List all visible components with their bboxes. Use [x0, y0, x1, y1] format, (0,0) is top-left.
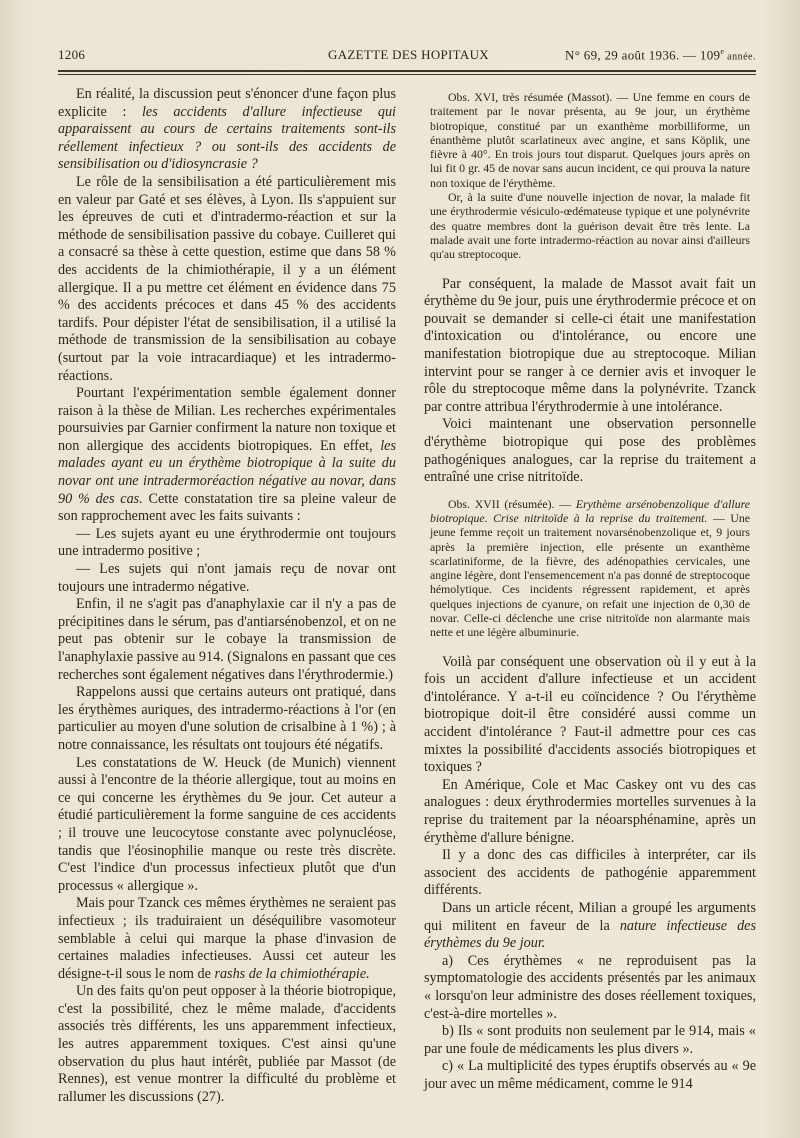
- italic-run: les accidents d'allure infectieuse qui apparaissent au cours de certains traitements sont-ils réellement infectieux ? ou sont-ils des accidents de sensibilisation ou d'idiosyncrasie ?: [58, 103, 396, 173]
- paragraph: Enfin, il ne s'agit pas d'anaphylaxie car il n'y a pas de précipitines dans le sérum, pas d'antiarsénobenzol, et on ne peut pas obtenir sur le cobaye la transmission de l'anaphylaxie passive au 914. (Signalons en passant que ces recherches sont également négatives dans l'érythrodermie.): [58, 596, 396, 683]
- paragraph: Le rôle de la sensibilisation a été particulièrement mis en valeur par Gaté et ses élèves, à Lyon. Ils s'appuient sur les épreuves de cuti et d'intradermo-réaction et sur la méthode de sensibilisation passive du cobaye. Cuilleret qui a consacré sa thèse à cette question, estime que dans 58 % des accidents de la chimiothérapie, il y a un élément allergique. Il a pu mettre cet élément en évidence dans 75 % des accidents précoces et dans 45 % des accidents tardifs. Pour dépister l'état de sensibilisation, il a utilisé la méthode de transmission de la sensibilisation au cobaye (surtout par la voie intracardiaque) et les intradermo-réactions.: [58, 173, 396, 384]
- observation-16: [430, 90, 750, 262]
- list-item: c) « La multiplicité des types éruptifs observés au « 9e jour avec un même médicament, comme le 914: [424, 1058, 756, 1092]
- text-run: En réalité, la discussion peut s'énoncer d'une façon plus explicite :: [58, 86, 396, 120]
- italic-run: nature infectieuse des érythèmes du 9e jour.: [424, 917, 757, 952]
- paragraph: Rappelons aussi que certains auteurs ont pratiqué, dans les érythèmes auriques, des intradermo-réactions à l'or (en particulier au moyen d'une solution de crisalbine à 1 %) ; à notre connaissance, les résultats ont toujours été négatifs.: [58, 684, 396, 753]
- paragraph: Un des faits qu'on peut opposer à la théorie biotropique, c'est la possibilité, chez le même malade, d'accidents associés très différents, les uns apparemment infectieux, les autres apparemment toxiques. C'est ainsi qu'une observation du plus haut intérêt, publiée par Massot (de Rennes), est venue montrer la difficulté du problème et rallumer les discussions (27).: [58, 983, 396, 1105]
- text-run: — Une jeune femme reçoit un traitement novarsénobenzolique et, 9 jours après la première injection, elle présente un exanthème scarlatiniforme, de la fièvre, des adénopathies cervicales, une angine légère, dont l'ensemencement n'a pas donné de streptocoque hémolytique. Ces incidents régressent rapidement, et après quelques injections de cyanure, on refait une injection de 0,30 de novar. Celle-ci déclenche une crise nitritoïde non alarmante mais nette et une légère albuminurie.: [430, 510, 750, 640]
- argument-list: [424, 953, 756, 1094]
- paragraph: Les constatations de W. Heuck (de Munich) viennent aussi à l'encontre de la théorie allergique, tout au moins en ce qui concerne les érythèmes du 9e jour. Cet auteur a étudié particulièrement la forme sanguine de ces accidents ; il trouve une leucocytose constante avec polynucléose, tandis que l'éosinophilie manque ou reste très discrète. C'est l'indice d'un processus infectieux plutôt que d'un processus « allergique ».: [58, 754, 396, 894]
- italic-run: Erythème arsénobenzolique d'allure biotropique. Crise nitritoïde à la reprise du traitement.: [430, 496, 750, 525]
- page-number: 1206: [58, 47, 86, 62]
- text-run: Dans un article récent, Milian a groupé les arguments qui militent en faveur de la: [424, 899, 756, 934]
- journal-title: GAZETTE DES HOPITAUX: [328, 47, 489, 62]
- header-rule-thick: [58, 70, 756, 72]
- list-item: b) Ils « sont produits non seulement par le 914, mais « par une foule de médicaments les plus divers ».: [424, 1023, 756, 1057]
- text-run: Pourtant l'expérimentation semble également donner raison à la thèse de Milian. Les recherches expérimentales poursuivies par Garnier confirment la nature non toxique et non allergique des accidents biotropiques. En effet,: [58, 385, 396, 454]
- paragraph: — Les sujets qui n'ont jamais reçu de novar ont toujours une intradermo négative.: [58, 561, 396, 595]
- paragraph: En Amérique, Cole et Mac Caskey ont vu des cas analogues : deux érythrodermies mortelles survenues à la reprise du traitement par la néoarsphénamine, après un érythème d'allure bénigne.: [424, 776, 756, 846]
- issue-line: [565, 47, 756, 63]
- left-column: [58, 86, 396, 1106]
- header-rule-thin: [58, 74, 756, 75]
- issue-text: N° 69, 29 août 1936. — 109: [565, 47, 721, 63]
- paragraph: Voici maintenant une observation personnelle d'érythème biotropique qui pose des problèmes pathogéniques analogues, car la reprise du traitement a entraîné une crise nitritoïde.: [424, 416, 756, 486]
- paragraph: Il y a donc des cas difficiles à interpréter, car ils associent des accidents de pathogénie apparemment différents.: [424, 847, 756, 899]
- paragraph: Or, à la suite d'une nouvelle injection de novar, la malade fit une érythrodermie vésiculo-œdémateuse typique et une polynévrite des quatre membres dont la guérison devait être très lente. La malade avait une forte intradermo-réaction au novar ainsi d'ailleurs qu'au streptocoque.: [430, 190, 750, 262]
- page-header: [58, 47, 756, 65]
- italic-run: les malades ayant eu un érythème biotropique à la suite du novar ont une intradermoréaction négative au novar, dans 90 % des cas.: [58, 437, 396, 507]
- paragraph: Par conséquent, la malade de Massot avait fait un érythème du 9e jour, puis une érythrodermie précoce et on pouvait se demander si celle-ci était une manifestation d'intoxication ou d'intolérance, ou encore une manifestation biotropique due au streptocoque. Milian intervint pour se ranger à ce dernier avis et invoquer le rôle du streptocoque même dans la polynévrite. Tzanck par contre attribua l'érythrodermie à une intolérance.: [424, 275, 756, 415]
- paragraph: [58, 385, 396, 526]
- paragraph: [424, 900, 756, 953]
- issue-sup: e: [720, 47, 725, 56]
- paragraph: [58, 86, 396, 174]
- issue-suffix: année.: [724, 51, 756, 63]
- paragraph: [58, 895, 396, 983]
- right-main-1: [424, 276, 756, 487]
- right-column: [424, 86, 756, 1094]
- text-run: Cette constatation tire sa pleine valeur de son rapprochement avec les faits suivants :: [58, 490, 396, 525]
- text-run: Obs. XVII (résumée). —: [448, 496, 576, 511]
- paragraph: Voilà par conséquent une observation où il y eut à la fois un accident d'allure infectieuse et un accident d'intolérance. Y a-t-il eu coïncidence ? Ou l'érythème biotropique doit-il être considéré aussi comme un accident d'intolérance ? Faut-il admettre pour ces cas mixtes la possibilité d'accidents associés biotropiques et toxiques ?: [424, 653, 756, 776]
- observation-17: [430, 497, 750, 640]
- list-item: a) Ces érythèmes « ne reproduisent pas la symptomatologie des accidents présentés par les animaux « lorsqu'on leur administre des doses réellement toxiques, c'est-à-dire mortelles ».: [424, 952, 756, 1022]
- text-run: Mais pour Tzanck ces mêmes érythèmes ne seraient pas infectieux ; ils traduiraient un déséquilibre vasomoteur semblable à celui qui marque la phase d'invasion de certaines maladies infectieuses. Aussi cet auteur les désigne-t-il sous le nom de: [58, 895, 396, 982]
- right-main-2: [424, 654, 756, 1094]
- italic-run: rashs de la chimiothérapie.: [214, 965, 370, 982]
- paragraph: [430, 497, 750, 640]
- paragraph: Obs. XVI, très résumée (Massot). — Une femme en cours de traitement par le novar présenta, au 9e jour, un érythème biotropique, constitué par un exanthème morbilliforme, un énanthème plutôt scarlatineux avec angine, et sans Köplik, une fièvre à 40°. En trois jours tout disparut. Quelques jours après on lui fit 0 gr. 45 de novar sans aucun incident, ce qui prouva la nature non toxique de l'érythème.: [430, 90, 750, 190]
- paragraph: — Les sujets ayant eu une érythrodermie ont toujours une intradermo positive ;: [58, 525, 396, 560]
